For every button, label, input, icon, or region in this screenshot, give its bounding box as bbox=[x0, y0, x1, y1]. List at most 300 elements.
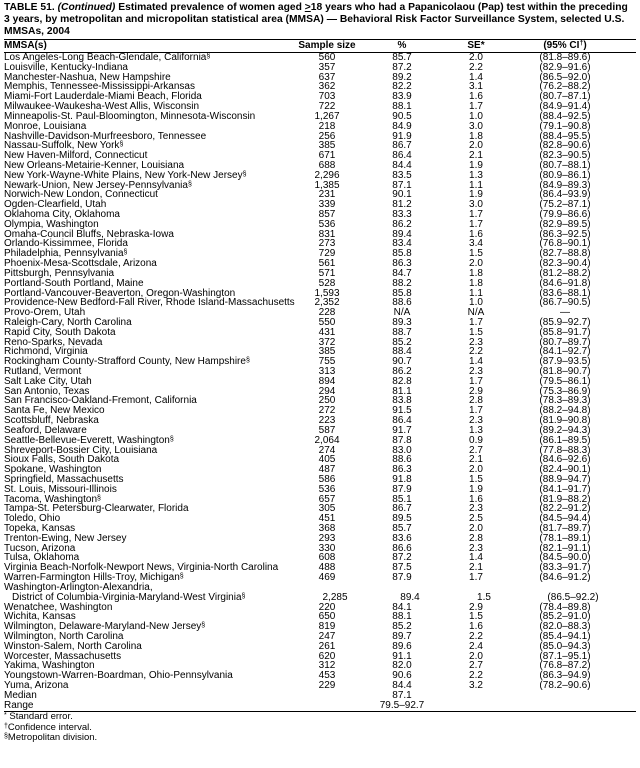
cell-se-text: 2.7 bbox=[469, 660, 483, 672]
cell-percent-text: 89.4 bbox=[400, 591, 420, 603]
cell-ci-text: (84.1–91.7) bbox=[539, 483, 591, 495]
cell-se-text: 2.3 bbox=[469, 336, 483, 348]
cell-mmsa-text: New Haven-Milford, Connecticut bbox=[4, 150, 148, 162]
cell-ci-text: (85.2–91.0) bbox=[539, 611, 591, 623]
header-ci bbox=[515, 40, 615, 52]
cell-sample-size-text: 339 bbox=[318, 199, 336, 211]
cell-se-text: 1.5 bbox=[469, 473, 483, 485]
cell-sample-size-text: 857 bbox=[318, 209, 336, 220]
header-se: SE* bbox=[467, 40, 485, 51]
cell-mmsa-text: Pittsburgh, Pennsylvania bbox=[4, 267, 115, 279]
cell-sample-size-text: 1,593 bbox=[314, 287, 340, 299]
cell-sample-size-text: 561 bbox=[318, 258, 336, 270]
cell-ci-text: (86.7–90.5) bbox=[539, 297, 591, 309]
cell-percent-text: 85.2 bbox=[392, 621, 412, 633]
cell-mmsa-text: Tucson, Arizona bbox=[4, 542, 76, 554]
cell-percent bbox=[367, 701, 437, 711]
cell-sample-size-text: 650 bbox=[318, 611, 336, 623]
cell-sample-size-text: 362 bbox=[318, 81, 336, 93]
cell-sample-size-text: 755 bbox=[318, 356, 336, 368]
cell-ci-text: (87.9–93.5) bbox=[539, 356, 591, 368]
cell-sample-size-text: 560 bbox=[318, 52, 336, 63]
cell-percent-text: 83.6 bbox=[392, 532, 412, 544]
cell-sample-size-text: 293 bbox=[318, 532, 336, 544]
cell-ci-text: (75.3–86.9) bbox=[539, 385, 591, 397]
cell-sample-size-text: 620 bbox=[318, 650, 336, 662]
cell-percent-text: 89.4 bbox=[392, 228, 412, 240]
cell-percent-text: 85.1 bbox=[392, 493, 412, 505]
cell-ci-text: (84.9–91.4) bbox=[539, 101, 591, 113]
cell-percent-text: 91.1 bbox=[392, 650, 412, 662]
cell-sample-size-text: 273 bbox=[318, 238, 336, 250]
header-ci-dagger: † bbox=[579, 40, 584, 47]
cell-sample-size-text: 536 bbox=[318, 483, 336, 495]
cell-ci-text: (78.1–89.1) bbox=[539, 532, 591, 544]
cell-mmsa-text: Winston-Salem, North Carolina bbox=[4, 640, 142, 652]
cell-se-text: 1.5 bbox=[469, 611, 483, 623]
cell-ci-text: (81.2–88.2) bbox=[539, 267, 591, 279]
cell-sample-size-text: 729 bbox=[318, 248, 336, 260]
cell-percent-text: 86.3 bbox=[392, 464, 412, 476]
cell-percent-text: 83.4 bbox=[392, 238, 412, 250]
cell-percent-text: 83.0 bbox=[392, 444, 412, 456]
cell-ci-text: (82.4–90.1) bbox=[539, 464, 591, 476]
cell-percent-text: 82.0 bbox=[392, 660, 412, 672]
cell-ci-text: (81.8–89.6) bbox=[539, 52, 591, 63]
cell-sample-size-text: 487 bbox=[318, 464, 336, 476]
cell-sample-size-text: 657 bbox=[318, 493, 336, 505]
footnote bbox=[4, 723, 636, 734]
cell-ci-text: (81.9–90.8) bbox=[539, 415, 591, 427]
cell-ci-text: (82.1–91.1) bbox=[539, 542, 591, 554]
cell-percent-text: 84.4 bbox=[392, 680, 412, 691]
cell-ci-text: (82.2–91.2) bbox=[539, 503, 591, 515]
cell-ci-text: (84.6–91.8) bbox=[539, 277, 591, 289]
cell-mmsa-text: Wichita, Kansas bbox=[4, 611, 76, 623]
cell-mmsa-text: Wilmington, Delaware-Maryland-New Jersey bbox=[4, 621, 202, 633]
cell-mmsa-text: Wilmington, North Carolina bbox=[4, 630, 124, 642]
cell-sample-size bbox=[287, 691, 367, 701]
cell-mmsa-text: Worcester, Massachusetts bbox=[4, 650, 122, 662]
cell-ci-text: (85.4–94.1) bbox=[539, 630, 591, 642]
cell-mmsa-text: Sioux Falls, South Dakota bbox=[4, 454, 120, 466]
header-percent: % bbox=[397, 40, 407, 51]
cell-mmsa-text: Spokane, Washington bbox=[4, 464, 102, 476]
cell-ci bbox=[515, 681, 615, 691]
cell-sample-size-text: 1,385 bbox=[314, 179, 340, 191]
cell-percent-text: 87.2 bbox=[392, 61, 412, 73]
cell-ci-text: (82.8–90.6) bbox=[539, 140, 591, 152]
cell-se-text: 1.7 bbox=[469, 209, 483, 220]
cell-sample-size-text: 385 bbox=[318, 140, 336, 152]
cell-se-text: 2.0 bbox=[469, 650, 483, 662]
cell-mmsa-text: Portland-South Portland, Maine bbox=[4, 277, 144, 289]
cell-se-text: 1.8 bbox=[469, 130, 483, 142]
cell-se-text: 2.8 bbox=[469, 395, 483, 407]
cell-mmsa-text: Portland-Vancouver-Beaverton, Oregon-Washington bbox=[4, 287, 236, 299]
cell-sample-size-text: 2,352 bbox=[314, 297, 340, 309]
cell-sample-size-text: 2,064 bbox=[314, 434, 340, 446]
cell-sample-size-text: 819 bbox=[318, 621, 336, 633]
cell-ci-text: (81.9–88.2) bbox=[539, 493, 591, 505]
cell-sample-size bbox=[287, 681, 367, 691]
cell-mmsa-text: San Francisco-Oakland-Fremont, California bbox=[4, 395, 197, 407]
cell-mmsa-text: Providence-New Bedford-Fall River, Rhode Island-Massachusetts bbox=[4, 297, 295, 309]
cell-sample-size-text: 451 bbox=[318, 513, 336, 525]
cell-sample-size-text: 550 bbox=[318, 316, 336, 328]
cell-percent-text: 89.7 bbox=[392, 630, 412, 642]
cell-se-text: 2.3 bbox=[469, 366, 483, 377]
cell-ci-text: (86.3–92.5) bbox=[539, 228, 591, 240]
cell-mmsa-text: Youngstown-Warren-Boardman, Ohio-Pennsylvania bbox=[4, 670, 233, 682]
title-text-b: 18 years who had a Papanicolaou (Pap) test within the preceding 3 years, by metropolitan and micropolitan statistical area (MMSA) — Behavioral Risk Factor Surveillance System, selected U.S. MMSAs, 2004 bbox=[4, 2, 628, 37]
cell-se-text: 2.9 bbox=[469, 601, 483, 613]
table-row bbox=[4, 701, 636, 711]
cell-percent-text: 89.6 bbox=[392, 640, 412, 652]
footnote-mark: § bbox=[179, 573, 184, 581]
footnote-mark: § bbox=[187, 180, 192, 188]
cell-se-text: 1.7 bbox=[469, 375, 483, 387]
footnote-mark: § bbox=[201, 622, 206, 630]
cell-se-text: 1.9 bbox=[469, 189, 483, 201]
cell-mmsa-text: Ogden-Clearfield, Utah bbox=[4, 199, 107, 211]
cell-mmsa-text: District of Columbia-Virginia-Maryland-West Virginia bbox=[12, 591, 242, 603]
cell-se-text: 2.1 bbox=[469, 150, 483, 162]
footnote-symbol: * bbox=[4, 712, 7, 720]
cell-ci-text: (84.5–90.0) bbox=[539, 552, 591, 564]
cell-mmsa-text: Provo-Orem, Utah bbox=[4, 307, 86, 319]
cell-percent-text: 91.7 bbox=[392, 424, 412, 436]
cell-se-text: 1.5 bbox=[477, 591, 491, 603]
cell-mmsa-text: New Orleans-Metairie-Kenner, Louisiana bbox=[4, 159, 185, 171]
cell-mmsa bbox=[4, 681, 287, 691]
cell-percent-text: 88.1 bbox=[392, 611, 412, 623]
cell-mmsa-text: Santa Fe, New Mexico bbox=[4, 405, 105, 417]
cell-ci bbox=[515, 573, 615, 583]
cell-se-text: N/A bbox=[467, 307, 485, 319]
cell-sample-size-text: 688 bbox=[318, 159, 336, 171]
cell-se-text: 1.7 bbox=[469, 101, 483, 113]
cell-sample-size-text: 637 bbox=[318, 71, 336, 83]
cell-percent-text: 91.9 bbox=[392, 130, 412, 142]
cell-percent-text: 82.8 bbox=[392, 375, 412, 387]
cell-sample-size-text: 2,296 bbox=[314, 169, 340, 181]
cell-mmsa bbox=[4, 691, 287, 701]
cell-percent-text: 88.7 bbox=[392, 326, 412, 338]
footnote-mark: § bbox=[169, 435, 174, 443]
cell-percent-text: 87.2 bbox=[392, 552, 412, 564]
cell-se-text: 3.0 bbox=[469, 199, 483, 211]
cell-mmsa-text: Omaha-Council Bluffs, Nebraska-Iowa bbox=[4, 228, 174, 240]
cell-ci-text: (84.1–92.7) bbox=[539, 346, 591, 358]
cell-percent-text: 87.1 bbox=[392, 179, 412, 191]
cell-mmsa-text: Topeka, Kansas bbox=[4, 523, 76, 534]
cell-ci-text: (76.2–88.2) bbox=[539, 81, 591, 93]
cell-ci-text: (88.9–94.7) bbox=[539, 473, 591, 485]
cell-mmsa-text: Monroe, Louisiana bbox=[4, 120, 87, 132]
cell-se-text: 1.7 bbox=[469, 572, 483, 584]
cell-se-text: 3.4 bbox=[469, 238, 483, 250]
cell-percent-text: 83.3 bbox=[392, 209, 412, 220]
cell-percent-text: 90.5 bbox=[392, 110, 412, 122]
cell-se-text: 2.3 bbox=[469, 542, 483, 554]
cell-se-text: 1.1 bbox=[469, 287, 483, 299]
cell-ci-text: (78.3–89.3) bbox=[539, 395, 591, 407]
cell-ci-text: — bbox=[560, 307, 570, 319]
footnote-text: Standard error. bbox=[6, 711, 73, 723]
cell-se-text: 1.0 bbox=[469, 110, 483, 122]
table-page bbox=[4, 0, 636, 744]
cell-se-text: 2.3 bbox=[469, 415, 483, 427]
cell-mmsa-text: Raleigh-Cary, North Carolina bbox=[4, 316, 132, 328]
cell-ci-text: (76.8–87.2) bbox=[539, 660, 591, 672]
cell-mmsa-text: Norwich-New London, Connecticut bbox=[4, 189, 158, 201]
cell-sample-size-text: 431 bbox=[318, 326, 336, 338]
cell-mmsa-text: Memphis, Tennessee-Mississippi-Arkansas bbox=[4, 81, 195, 93]
cell-percent-text: 84.4 bbox=[392, 159, 412, 171]
cell-sample-size-text: 385 bbox=[318, 346, 336, 358]
cell-ci-text: (86.1–89.5) bbox=[539, 434, 591, 446]
footnotes bbox=[4, 712, 636, 744]
cell-ci-text: (79.1–90.8) bbox=[539, 120, 591, 132]
cell-se-text: 3.1 bbox=[469, 81, 483, 93]
cell-percent-text: 85.8 bbox=[392, 248, 412, 260]
cell-percent-text: 87.8 bbox=[392, 434, 412, 446]
cell-ci-text: (79.9–86.6) bbox=[539, 209, 591, 220]
header-sample-size: Sample size bbox=[298, 40, 356, 51]
cell-se bbox=[437, 573, 515, 583]
cell-percent-text: 89.3 bbox=[392, 316, 412, 328]
cell-mmsa-text: Orlando-Kissimmee, Florida bbox=[4, 238, 128, 250]
cell-percent-text: 85.2 bbox=[392, 336, 412, 348]
cell-se-text: 2.0 bbox=[469, 140, 483, 152]
cell-se-text: 1.6 bbox=[469, 621, 483, 633]
cell-mmsa-text: Yakima, Washington bbox=[4, 660, 95, 672]
cell-sample-size-text: 247 bbox=[318, 630, 336, 642]
cell-percent-text: 79.5–92.7 bbox=[379, 699, 425, 711]
cell-sample-size-text: 231 bbox=[318, 189, 336, 201]
cell-se-text: 1.8 bbox=[469, 267, 483, 279]
cell-mmsa-text: Nashville-Davidson-Murfreesboro, Tennessee bbox=[4, 130, 207, 142]
cell-percent-text: 86.6 bbox=[392, 542, 412, 554]
cell-ci-text: (82.0–88.3) bbox=[539, 621, 591, 633]
cell-se-text: 1.6 bbox=[469, 493, 483, 505]
cell-percent bbox=[367, 573, 437, 583]
footnote-mark: § bbox=[245, 357, 250, 365]
cell-mmsa-text: Salt Lake City, Utah bbox=[4, 375, 92, 387]
cell-percent-text: 86.7 bbox=[392, 140, 412, 152]
cell-percent-text: 87.9 bbox=[392, 483, 412, 495]
cell-ci-text: (78.4–89.8) bbox=[539, 601, 591, 613]
cell-sample-size-text: 586 bbox=[318, 473, 336, 485]
cell-se-text: 2.2 bbox=[469, 61, 483, 73]
cell-percent-text: 91.5 bbox=[392, 405, 412, 417]
cell-mmsa-text: San Antonio, Texas bbox=[4, 385, 90, 397]
cell-mmsa-text: Washington-Arlington-Alexandria, bbox=[4, 581, 153, 593]
cell-sample-size-text: 536 bbox=[318, 218, 336, 230]
cell-se-text: 2.2 bbox=[469, 346, 483, 358]
cell-ci-text: (84.6–91.2) bbox=[539, 572, 591, 584]
cell-ci-text: (88.4–92.5) bbox=[539, 110, 591, 122]
cell-percent-text: 86.3 bbox=[392, 258, 412, 270]
cell-mmsa-text: Reno-Sparks, Nevada bbox=[4, 336, 103, 348]
cell-se-text: 2.0 bbox=[469, 52, 483, 63]
footnote-mark: § bbox=[97, 494, 101, 502]
cell-percent-text: 86.7 bbox=[392, 503, 412, 515]
cell-mmsa-text: New York-Wayne-White Plains, New York-New Jersey bbox=[4, 169, 243, 181]
cell-percent-text: 88.2 bbox=[392, 277, 412, 289]
cell-mmsa-text: Philadelphia, Pennsylvania bbox=[4, 248, 124, 260]
cell-mmsa bbox=[4, 701, 287, 711]
cell-mmsa-text: Tampa-St. Petersburg-Clearwater, Florida bbox=[4, 503, 189, 515]
cell-sample-size-text: 272 bbox=[318, 405, 336, 417]
cell-ci-text: (83.3–91.7) bbox=[539, 562, 591, 574]
cell-ci-text: (81.8–90.7) bbox=[539, 366, 591, 377]
table-body bbox=[4, 53, 636, 712]
cell-sample-size-text: 256 bbox=[318, 130, 336, 142]
cell-percent-text: 87.5 bbox=[392, 562, 412, 574]
cell-ci-text: (77.8–88.3) bbox=[539, 444, 591, 456]
cell-mmsa-text: Newark-Union, New Jersey-Pennsylvania bbox=[4, 179, 188, 191]
cell-ci-text: (86.3–94.9) bbox=[539, 670, 591, 682]
cell-sample-size-text: 357 bbox=[318, 61, 336, 73]
cell-ci-text: (83.6–88.1) bbox=[539, 287, 591, 299]
cell-ci bbox=[515, 691, 615, 701]
cell-ci-text: (76.8–90.1) bbox=[539, 238, 591, 250]
header-mmsa: MMSA(s) bbox=[4, 40, 47, 51]
cell-ci-text: (88.4–95.5) bbox=[539, 130, 591, 142]
cell-percent-text: 86.4 bbox=[392, 415, 412, 427]
cell-mmsa-text: Los Angeles-Long Beach-Glendale, California bbox=[4, 52, 207, 63]
header-ci-close: ) bbox=[583, 40, 587, 51]
cell-mmsa-text: Rutland, Vermont bbox=[4, 366, 82, 377]
cell-percent-text: 82.2 bbox=[392, 81, 412, 93]
cell-mmsa-text: Wenatchee, Washington bbox=[4, 601, 113, 613]
table-row bbox=[4, 681, 636, 691]
cell-se bbox=[437, 691, 515, 701]
cell-ci bbox=[515, 701, 615, 711]
cell-sample-size-text: 229 bbox=[318, 680, 336, 691]
cell-percent-text: 88.6 bbox=[392, 454, 412, 466]
cell-se-text: 2.2 bbox=[469, 670, 483, 682]
cell-sample-size-text: 228 bbox=[318, 307, 336, 319]
cell-ci-text: (81.7–89.7) bbox=[539, 523, 591, 534]
cell-se-text: 2.0 bbox=[469, 523, 483, 534]
cell-ci-text: (80.9–86.1) bbox=[539, 169, 591, 181]
footnote-text: Metropolitan division. bbox=[7, 732, 98, 744]
cell-percent-text: 85.7 bbox=[392, 523, 412, 534]
cell-ci-text: (82.3–90.4) bbox=[539, 258, 591, 270]
footnote-symbol: † bbox=[4, 722, 8, 730]
cell-sample-size-text: 488 bbox=[318, 562, 336, 574]
cell-ci-text: (88.2–94.8) bbox=[539, 405, 591, 417]
cell-percent-text: 88.1 bbox=[392, 101, 412, 113]
cell-se-text: 2.7 bbox=[469, 444, 483, 456]
cell-se-text: 2.1 bbox=[469, 562, 483, 574]
cell-se-text: 1.6 bbox=[469, 91, 483, 103]
cell-se-text: 2.9 bbox=[469, 385, 483, 397]
cell-se-text: 1.3 bbox=[469, 169, 483, 181]
cell-mmsa-text: Louisville, Kentucky-Indiana bbox=[4, 61, 128, 73]
cell-se-text: 1.6 bbox=[469, 228, 483, 240]
cell-se-text: 1.5 bbox=[469, 248, 483, 260]
cell-percent-text: 88.4 bbox=[392, 346, 412, 358]
cell-sample-size-text: 587 bbox=[318, 424, 336, 436]
cell-mmsa-text: Toledo, Ohio bbox=[4, 513, 61, 525]
cell-sample-size-text: 453 bbox=[318, 670, 336, 682]
cell-percent-text: 81.2 bbox=[392, 199, 412, 211]
footnote-mark: § bbox=[241, 592, 246, 600]
cell-se-text: 3.0 bbox=[469, 120, 483, 132]
cell-mmsa-text: Trenton-Ewing, New Jersey bbox=[4, 532, 127, 544]
cell-mmsa-text: Virginia Beach-Norfolk-Newport News, Virginia-North Carolina bbox=[4, 562, 279, 574]
cell-mmsa-text: Oklahoma City, Oklahoma bbox=[4, 209, 120, 220]
cell-se-text: 2.8 bbox=[469, 532, 483, 544]
cell-mmsa-text: Seaford, Delaware bbox=[4, 424, 87, 436]
cell-mmsa-text: Springfield, Massachusetts bbox=[4, 473, 124, 485]
cell-sample-size-text: 1,267 bbox=[314, 110, 340, 122]
cell-mmsa-text: Range bbox=[4, 699, 34, 711]
cell-sample-size-text: 312 bbox=[318, 660, 336, 672]
cell-ci-text: (82.9–91.6) bbox=[539, 61, 591, 73]
cell-percent-text: 83.9 bbox=[392, 91, 412, 103]
cell-sample-size bbox=[287, 573, 367, 583]
cell-se-text: 1.4 bbox=[469, 71, 483, 83]
cell-ci-text: (75.2–87.1) bbox=[539, 199, 591, 211]
cell-mmsa-text: Tulsa, Oklahoma bbox=[4, 552, 80, 564]
cell-ci-text: (80.7–88.1) bbox=[539, 159, 591, 171]
footnote-mark: § bbox=[123, 249, 128, 257]
cell-ci-text: (86.5–92.0) bbox=[539, 71, 591, 83]
cell-ci-text: (84.6–92.6) bbox=[539, 454, 591, 466]
cell-sample-size-text: 528 bbox=[318, 277, 336, 289]
cell-sample-size-text: 368 bbox=[318, 523, 336, 534]
cell-mmsa-text: Warren-Farmington Hills-Troy, Michigan bbox=[4, 572, 180, 584]
table-header bbox=[4, 39, 636, 53]
cell-ci-text: (82.3–90.5) bbox=[539, 150, 591, 162]
table-title bbox=[4, 2, 636, 38]
cell-se-text: 1.8 bbox=[469, 277, 483, 289]
cell-sample-size-text: 294 bbox=[318, 385, 336, 397]
cell-sample-size-text: 250 bbox=[318, 395, 336, 407]
cell-ci-text: (80.7–87.1) bbox=[539, 91, 591, 103]
cell-ci-text: (89.2–94.3) bbox=[539, 424, 591, 436]
table-row bbox=[4, 691, 636, 701]
cell-percent-text: 87.9 bbox=[392, 572, 412, 584]
cell-se-text: 1.3 bbox=[469, 424, 483, 436]
cell-se-text: 1.1 bbox=[469, 179, 483, 191]
cell-percent-text: 90.1 bbox=[392, 189, 412, 201]
cell-se-text: 1.7 bbox=[469, 405, 483, 417]
footnote-mark: § bbox=[119, 141, 124, 149]
cell-ci-text: (79.5–86.1) bbox=[539, 375, 591, 387]
cell-se bbox=[437, 681, 515, 691]
cell-mmsa-text: Minneapolis-St. Paul-Bloomington, Minnesota-Wisconsin bbox=[4, 110, 256, 122]
cell-se-text: 2.3 bbox=[469, 503, 483, 515]
cell-percent-text: 90.7 bbox=[392, 356, 412, 368]
cell-ci-text: (86.5–92.2) bbox=[547, 591, 599, 603]
footnote-symbol: § bbox=[4, 733, 8, 741]
cell-ci-text: (82.7–88.8) bbox=[539, 248, 591, 260]
cell-se-text: 0.9 bbox=[469, 434, 483, 446]
header-ci-text: (95% CI bbox=[543, 40, 580, 51]
cell-percent-text: 85.7 bbox=[392, 52, 412, 63]
cell-se-text: 2.0 bbox=[469, 464, 483, 476]
cell-sample-size-text: 274 bbox=[318, 444, 336, 456]
cell-se bbox=[437, 701, 515, 711]
cell-percent-text: 88.6 bbox=[392, 297, 412, 309]
cell-percent-text: N/A bbox=[393, 307, 411, 319]
